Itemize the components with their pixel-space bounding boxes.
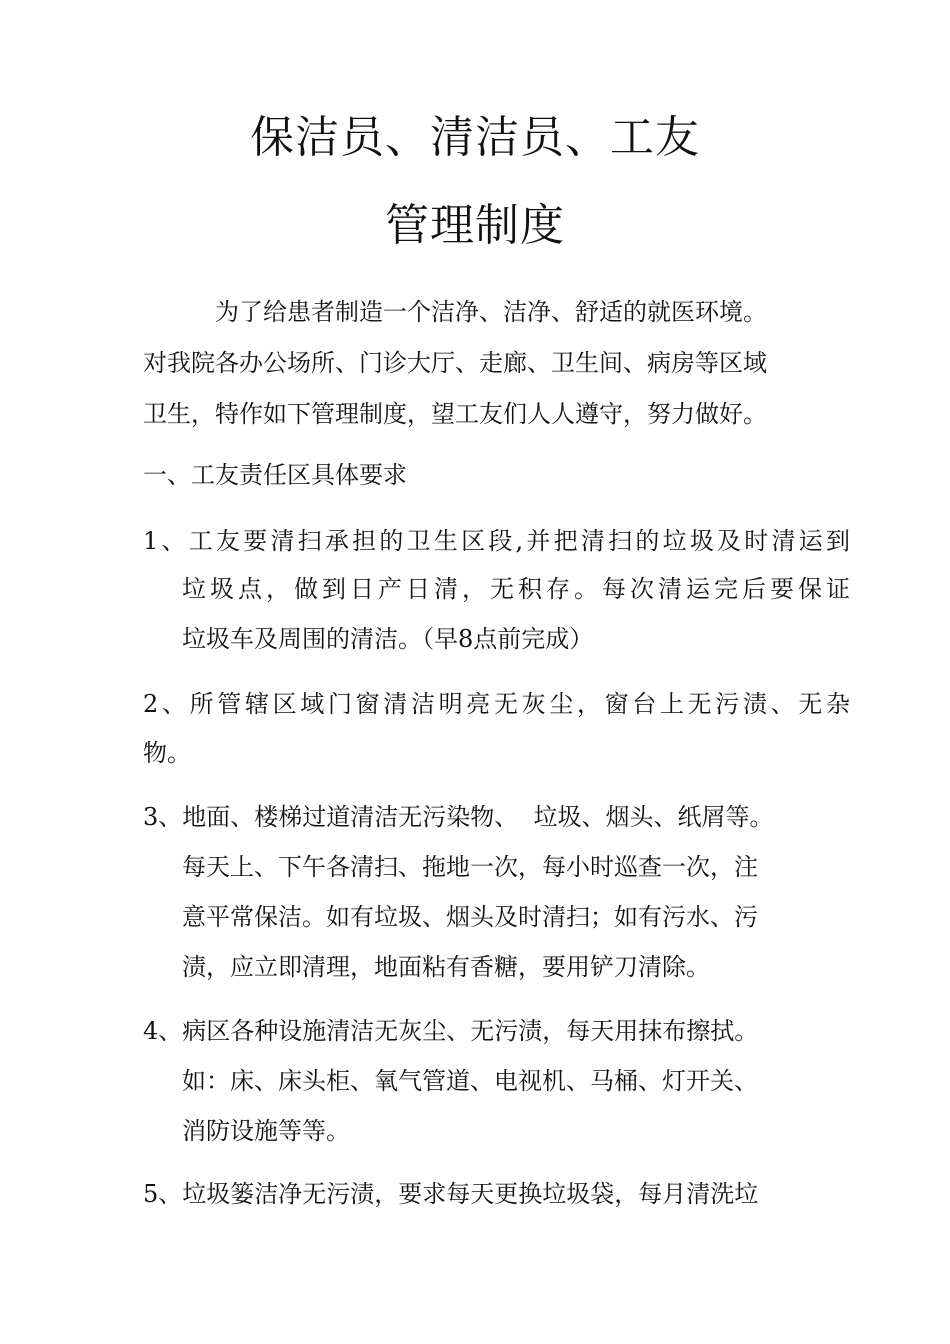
intro-line-2: 对我院各办公场所、门诊大厅、走廊、卫生间、病房等区域 [143, 349, 767, 377]
intro-line-3: 卫生，特作如下管理制度，望工友们人人遵守，努力做好。 [143, 400, 767, 428]
item-4-line-3: 消防设施等等。 [182, 1117, 350, 1145]
item-2-line-1: 2、所管辖区域门窗清洁明亮无灰尘，窗台上无污渍、无杂 [143, 690, 850, 718]
document-title-line2: 管理制度 [385, 200, 565, 251]
item-3-line-4: 渍，应立即清理，地面粘有香糖，要用铲刀清除。 [182, 953, 710, 981]
item-5-line-1: 5、垃圾篓洁净无污渍，要求每天更换垃圾袋，每月清洗垃 [143, 1180, 759, 1208]
section-heading: 一、工友责任区具体要求 [143, 461, 407, 489]
item-3-line-2: 每天上、下午各清扫、拖地一次，每小时巡查一次，注 [182, 853, 758, 881]
item-3-line-3: 意平常保洁。如有垃圾、烟头及时清扫；如有污水、污 [182, 903, 758, 931]
item-4-line-2: 如：床、床头柜、氧气管道、电视机、马桶、灯开关、 [182, 1067, 758, 1095]
document-title-line1: 保洁员、清洁员、工友 [250, 112, 700, 163]
item-4-line-1: 4、病区各种设施清洁无灰尘、无污渍，每天用抹布擦拭。 [143, 1017, 759, 1045]
item-3-line-1: 3、地面、楼梯过道清洁无污染物、 垃圾、烟头、纸屑等。 [143, 803, 774, 831]
item-1-line-2: 垃圾点，做到日产日清，无积存。每次清运完后要保证 [182, 575, 850, 603]
intro-line-1: 为了给患者制造一个洁净、洁净、舒适的就医环境。 [215, 298, 767, 326]
item-1-line-1: 1、工友要清扫承担的卫生区段,并把清扫的垃圾及时清运到 [143, 527, 850, 555]
item-1-line-3: 垃圾车及周围的清洁。（早8点前完成） [182, 625, 594, 653]
item-2-line-2: 物。 [143, 739, 191, 767]
